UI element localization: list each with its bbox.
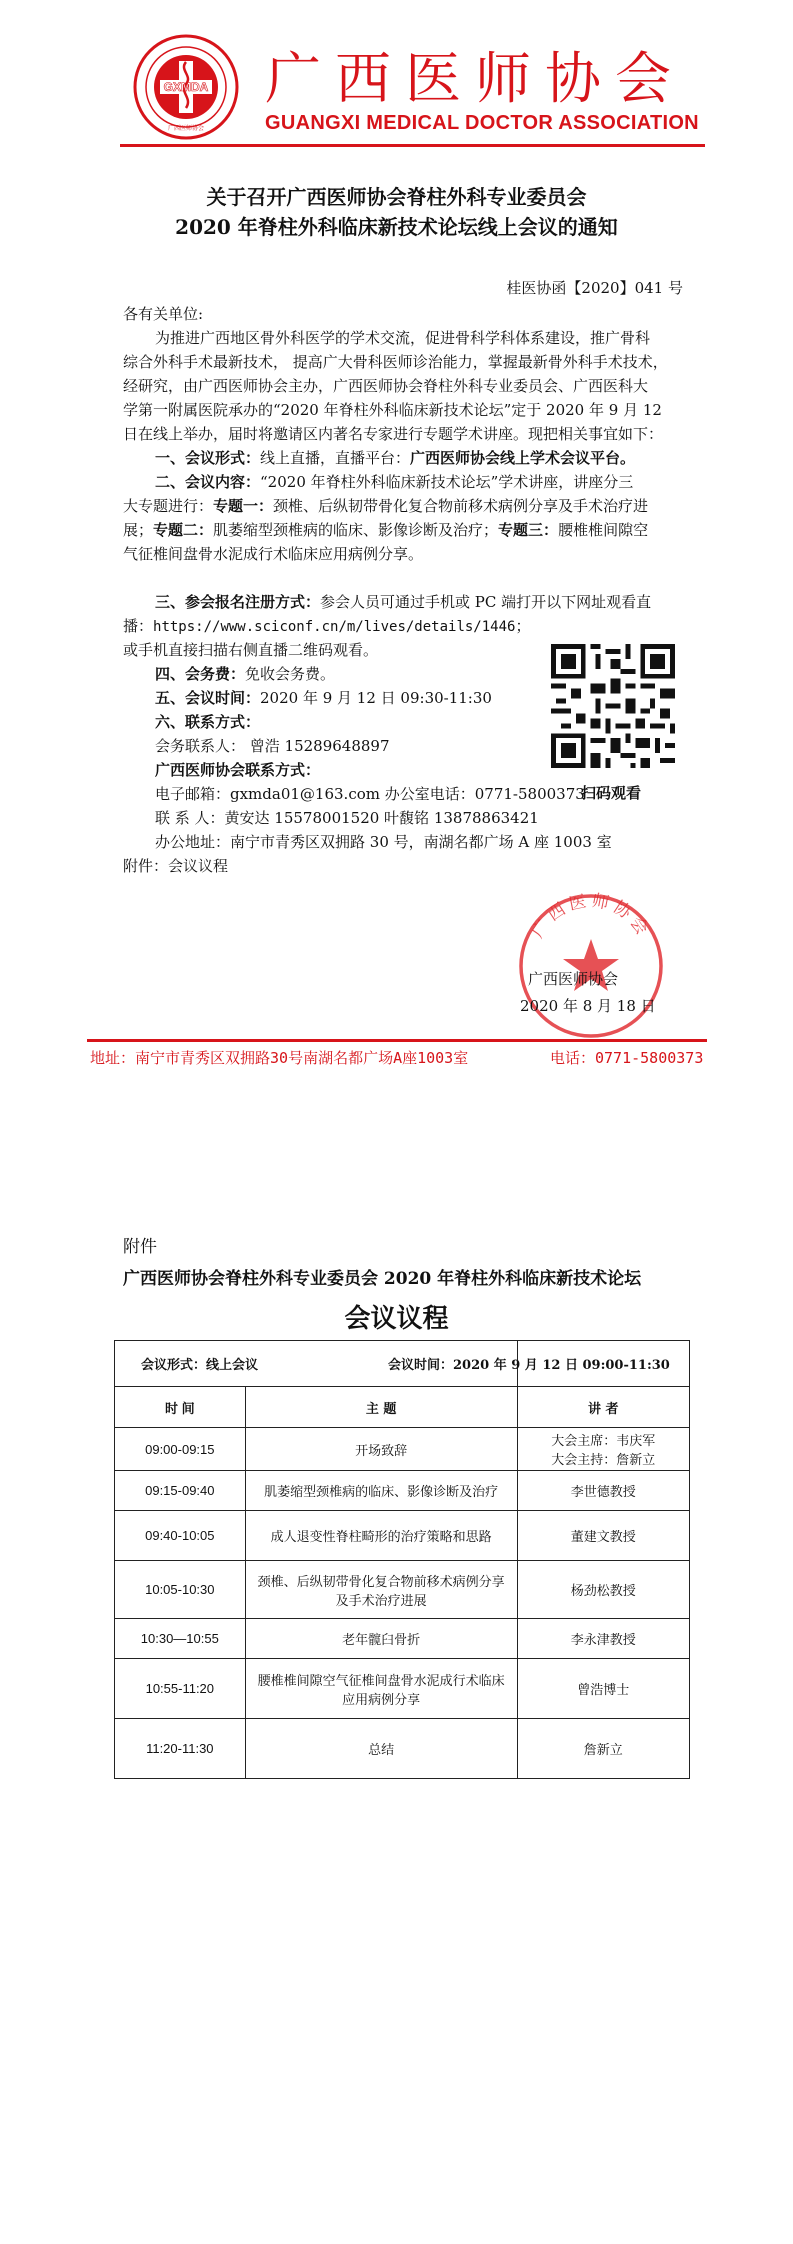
intro-line: 学第一附属医院承办的“2020 年脊柱外科临床新技术论坛”定于 2020 年 9 月 12 (123, 401, 662, 419)
row-speaker: 李永津教授 (517, 1619, 689, 1659)
salutation: 各有关单位: (123, 305, 204, 323)
association-contact-label: 广西医师协会联系方式： (155, 761, 321, 779)
col-speaker-header: 讲 者 (517, 1387, 689, 1428)
topic1-text: 颈椎、后纵韧带骨化复合物前移术病例分享及手术治疗进 (273, 497, 649, 515)
row-speaker: 董建文教授 (517, 1511, 689, 1561)
section-3-label: 三、参会报名注册方式： (155, 593, 321, 611)
section-2-line3 (123, 518, 648, 542)
section-1-text: 线上直播，直播平台： (260, 449, 411, 467)
seal-text: 广西医师协会 (528, 891, 654, 942)
intro-line: 综合外科手术最新技术， 提高广大骨科医师诊治能力，掌握最新骨外科手术技术， (123, 353, 668, 371)
section-3 (155, 590, 651, 614)
row-speaker: 李世德教授 (517, 1471, 689, 1511)
header-divider (120, 144, 705, 147)
qr-caption: 扫码观看 (581, 784, 642, 802)
attachment-title: 广西医师协会脊柱外科专业委员会 2020 年脊柱外科临床新技术论坛 (123, 1269, 642, 1289)
meeting-format: 会议形式：线上会议 (115, 1341, 518, 1387)
agenda-title: 会议议程 (344, 1304, 449, 1334)
col-time-header: 时 间 (115, 1387, 246, 1428)
section-3-text: 参会人员可通过手机或 PC 端打开以下网址观看直 (320, 593, 652, 611)
row-time: 11:20-11:30 (115, 1719, 246, 1779)
org-name-cn: 广西医师协会 (265, 47, 685, 112)
live-stream-link[interactable]: https://www.sciconf.cn/m/lives/details/1446 (153, 619, 516, 635)
topic2-text: 肌萎缩型颈椎病的临床、影像诊断及治疗； (213, 521, 499, 539)
agenda-table (114, 1340, 690, 1779)
intro-line: 为推进广西地区骨外科医学的学术交流，促进骨科学科体系建设，推广骨科 (155, 329, 651, 347)
signature-organization: 广西医师协会 (528, 970, 619, 988)
section-2-label: 二、会议内容： (155, 473, 261, 491)
topic1-label: 专题一： (213, 497, 274, 515)
footer-address: 地址：南宁市青秀区双拥路30号南湖名都广场A座1003室 (90, 1049, 469, 1067)
email-line: 电子邮箱：gxmda01@163.com 办公室电话：0771-5800373 (155, 785, 585, 803)
section-1 (155, 446, 635, 470)
row-time: 09:40-10:05 (115, 1511, 246, 1561)
row-time: 10:55-11:20 (115, 1659, 246, 1719)
logo-subtext: 广西医师协会 (167, 125, 205, 132)
topic3-text: 腰椎椎间隙空 (558, 521, 649, 539)
section-3-line2 (123, 614, 530, 639)
row-speaker (517, 1428, 689, 1471)
intro-line: 经研究，由广西医师协会主办，广西医师协会脊柱外科专业委员会、广西医科大 (123, 377, 649, 395)
section-2-text: “2020 年脊柱外科临床新技术论坛”学术讲座，讲座分三 (260, 473, 634, 491)
row-topic: 成人退变性脊柱畸形的治疗策略和思路 (245, 1511, 517, 1561)
col-topic-header: 主 题 (245, 1387, 517, 1428)
meeting-time-text: 会议时间：2020 年 9 月 12 日 09:00-11:30 (388, 1358, 670, 1373)
notice-title-line2: 2020 年脊柱外科临床新技术论坛线上会议的通知 (175, 215, 618, 239)
row-topic: 开场致辞 (245, 1428, 517, 1471)
row-topic: 老年髋臼骨折 (245, 1619, 517, 1659)
section-2-line2 (123, 494, 648, 518)
document-number: 桂医协函【2020】041 号 (506, 279, 683, 297)
row-speaker-chair: 大会主席：韦庆军 (551, 1434, 656, 1449)
meeting-contact: 会务联系人： 曾浩 15289648897 (155, 737, 390, 755)
row-topic: 腰椎椎间隙空气征椎间盘骨水泥成行术临床应用病例分享 (245, 1659, 517, 1719)
office-address-line: 办公地址：南宁市青秀区双拥路 30 号，南湖名都广场 A 座 1003 室 (155, 833, 612, 851)
row-topic: 肌萎缩型颈椎病的临床、影像诊断及治疗 (245, 1471, 517, 1511)
intro-line: 日在线上举办，届时将邀请区内著名专家进行专题学术讲座。现把相关事宜如下： (123, 425, 664, 443)
org-name-en: GUANGXI MEDICAL DOCTOR ASSOCIATION (265, 112, 699, 134)
row-time: 09:15-09:40 (115, 1471, 246, 1511)
section-2-line4: 气征椎间盘骨水泥成行术临床应用病例分享。 (123, 545, 424, 563)
gxmda-logo-icon (133, 34, 239, 140)
footer-telephone: 电话：0771-5800373 (550, 1049, 704, 1067)
notice-title-line1: 关于召开广西医师协会脊柱外科专业委员会 (206, 185, 587, 209)
logo-text: GXMDA (163, 80, 209, 94)
section-1-platform: 广西医师协会线上学术会议平台。 (410, 449, 636, 467)
section-3-prefix: 播： (123, 617, 154, 635)
table-row (115, 1659, 690, 1719)
row-time: 09:00-09:15 (115, 1428, 246, 1471)
attachment-line: 附件：会议议程 (123, 857, 229, 875)
section-2 (155, 470, 633, 494)
section-2-line3-prefix: 展； (123, 521, 154, 539)
row-topic: 颈椎、后纵韧带骨化复合物前移术病例分享及手术治疗进展 (245, 1561, 517, 1619)
section-3-line3: 或手机直接扫描右侧直播二维码观看。 (123, 641, 379, 659)
row-topic: 总结 (245, 1719, 517, 1779)
section-4 (155, 662, 335, 686)
section-2-prefix: 大专题进行： (123, 497, 214, 515)
table-row (115, 1619, 690, 1659)
section-1-label: 一、会议形式： (155, 449, 261, 467)
qr-code-icon[interactable] (551, 644, 675, 768)
section-3-suffix: ； (515, 617, 531, 635)
section-4-label: 四、会务费： (155, 665, 246, 683)
table-row (115, 1561, 690, 1619)
section-5-text: 2020 年 9 月 12 日 09:30-11:30 (260, 689, 492, 707)
section-6-label: 六、联系方式： (155, 713, 261, 731)
topic3-label: 专题三： (498, 521, 559, 539)
attachment-label: 附件 (123, 1237, 157, 1257)
table-row (115, 1428, 690, 1471)
section-5-label: 五、会议时间： (155, 689, 261, 707)
row-speaker: 杨劲松教授 (517, 1561, 689, 1619)
official-seal-icon (516, 891, 666, 1041)
signature-date: 2020 年 8 月 18 日 (520, 997, 656, 1015)
table-row (115, 1511, 690, 1561)
row-time: 10:30—10:55 (115, 1619, 246, 1659)
row-speaker-host: 大会主持：詹新立 (551, 1453, 656, 1468)
footer-divider (87, 1039, 707, 1042)
table-row (115, 1719, 690, 1779)
row-speaker: 曾浩博士 (517, 1659, 689, 1719)
row-speaker: 詹新立 (517, 1719, 689, 1779)
contacts-line: 联 系 人：黄安达 15578001520 叶馥铭 13878863421 (155, 809, 539, 827)
section-4-text: 免收会务费。 (245, 665, 336, 683)
topic2-label: 专题二： (153, 521, 214, 539)
section-5 (155, 686, 492, 710)
row-time: 10:05-10:30 (115, 1561, 246, 1619)
table-row (115, 1471, 690, 1511)
svg-text:广西医师协会 (528, 891, 654, 942)
agenda-header-row (115, 1387, 690, 1428)
